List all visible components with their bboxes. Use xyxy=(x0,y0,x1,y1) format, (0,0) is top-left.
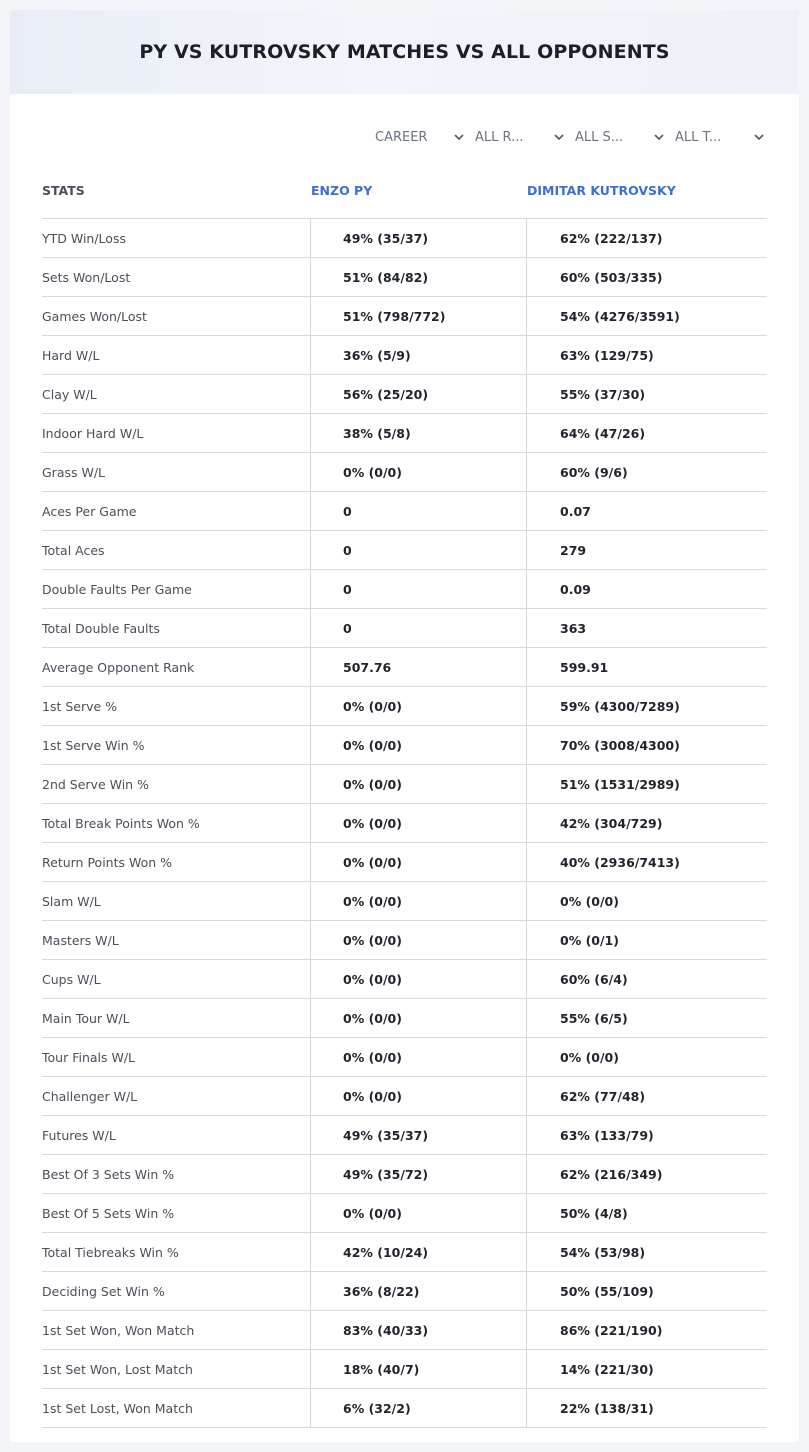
table-row xyxy=(42,609,767,648)
table-row xyxy=(42,999,767,1038)
stat-label: 1st Set Lost, Won Match xyxy=(42,1389,311,1427)
card-header xyxy=(10,10,799,94)
stat-label: 2nd Serve Win % xyxy=(42,765,311,803)
table-row xyxy=(42,804,767,843)
filter-label: CAREER xyxy=(375,129,428,145)
player1-value: 0% (0/0) xyxy=(311,687,527,725)
player2-value: 62% (216/349) xyxy=(560,1166,663,1182)
filter-tournament-select[interactable] xyxy=(665,124,765,150)
table-row xyxy=(42,1116,767,1155)
table-row xyxy=(42,921,767,960)
player2-value: 51% (1531/2989) xyxy=(560,776,680,792)
table-row xyxy=(42,258,767,297)
stat-label: Challenger W/L xyxy=(42,1077,311,1115)
stat-label: Total Break Points Won % xyxy=(42,804,311,842)
player2-value: 22% (138/31) xyxy=(560,1400,654,1416)
player1-value: 0% (0/0) xyxy=(311,453,527,491)
stat-label: Return Points Won % xyxy=(42,843,311,881)
player2-value: 63% (129/75) xyxy=(560,347,654,363)
player1-value: 0% (0/0) xyxy=(311,726,527,764)
player2-value: 279 xyxy=(560,542,587,558)
player1-value: 49% (35/72) xyxy=(311,1155,527,1193)
table-row xyxy=(42,1311,767,1350)
player2-value: 60% (9/6) xyxy=(560,464,628,480)
player1-value: 0% (0/0) xyxy=(311,921,527,959)
stat-label: Total Double Faults xyxy=(42,609,311,647)
stat-label: Cups W/L xyxy=(42,960,311,998)
column-header-player2[interactable]: DIMITAR KUTROVSKY xyxy=(527,182,676,198)
player2-value: 0% (0/0) xyxy=(560,893,619,909)
stat-label: Indoor Hard W/L xyxy=(42,414,311,452)
column-header-stats: STATS xyxy=(42,182,85,198)
player2-value: 0.07 xyxy=(560,503,591,519)
table-row xyxy=(42,1077,767,1116)
stat-label: 1st Set Won, Won Match xyxy=(42,1311,311,1349)
player1-value: 0% (0/0) xyxy=(311,882,527,920)
table-row xyxy=(42,1155,767,1194)
stat-label: Slam W/L xyxy=(42,882,311,920)
player2-value: 363 xyxy=(560,620,587,636)
stat-label: 1st Serve Win % xyxy=(42,726,311,764)
chevron-down-icon xyxy=(753,131,765,143)
stat-label: Sets Won/Lost xyxy=(42,258,311,296)
table-row xyxy=(42,687,767,726)
table-row xyxy=(42,1389,767,1428)
table-row xyxy=(42,648,767,687)
player2-value: 40% (2936/7413) xyxy=(560,854,680,870)
player1-value: 56% (25/20) xyxy=(311,375,527,413)
player2-value: 54% (4276/3591) xyxy=(560,308,680,324)
filter-surface-select[interactable] xyxy=(565,124,665,150)
stat-label: Deciding Set Win % xyxy=(42,1272,311,1310)
player2-value: 50% (4/8) xyxy=(560,1205,628,1221)
table-row xyxy=(42,375,767,414)
player2-value: 42% (304/729) xyxy=(560,815,663,831)
table-row xyxy=(42,492,767,531)
stat-label: Total Tiebreaks Win % xyxy=(42,1233,311,1271)
player1-value: 51% (84/82) xyxy=(311,258,527,296)
table-row xyxy=(42,882,767,921)
stat-label: Best Of 5 Sets Win % xyxy=(42,1194,311,1232)
player1-value: 49% (35/37) xyxy=(311,1116,527,1154)
chevron-down-icon xyxy=(553,131,565,143)
player2-value: 63% (133/79) xyxy=(560,1127,654,1143)
table-row xyxy=(42,1350,767,1389)
player2-value: 50% (55/109) xyxy=(560,1283,654,1299)
player1-value: 0 xyxy=(311,492,527,530)
stat-label: Grass W/L xyxy=(42,453,311,491)
player2-value: 60% (6/4) xyxy=(560,971,628,987)
filter-period-select[interactable] xyxy=(365,124,465,150)
table-row xyxy=(42,570,767,609)
table-row xyxy=(42,843,767,882)
player2-value: 54% (53/98) xyxy=(560,1244,646,1260)
stat-label: Main Tour W/L xyxy=(42,999,311,1037)
player1-value: 51% (798/772) xyxy=(311,297,527,335)
player2-value: 55% (37/30) xyxy=(560,386,646,402)
filter-label: ALL R... xyxy=(475,129,524,145)
stat-label: 1st Set Won, Lost Match xyxy=(42,1350,311,1388)
stat-label: 1st Serve % xyxy=(42,687,311,725)
table-row xyxy=(42,414,767,453)
stat-label: Average Opponent Rank xyxy=(42,648,311,686)
player1-value: 507.76 xyxy=(311,648,527,686)
player2-value: 599.91 xyxy=(560,659,609,675)
stats-table xyxy=(42,162,767,1428)
stat-label: Hard W/L xyxy=(42,336,311,374)
player1-value: 49% (35/37) xyxy=(311,219,527,257)
player1-value: 0 xyxy=(311,570,527,608)
player2-value: 62% (222/137) xyxy=(560,230,663,246)
player1-value: 0% (0/0) xyxy=(311,1194,527,1232)
column-header-player1[interactable]: ENZO PY xyxy=(311,182,373,198)
player2-value: 70% (3008/4300) xyxy=(560,737,680,753)
table-row xyxy=(42,1272,767,1311)
table-row xyxy=(42,219,767,258)
stat-label: Futures W/L xyxy=(42,1116,311,1154)
table-row xyxy=(42,1194,767,1233)
player1-value: 0% (0/0) xyxy=(311,960,527,998)
player2-value: 0% (0/1) xyxy=(560,932,619,948)
player1-value: 36% (5/9) xyxy=(311,336,527,374)
player1-value: 0% (0/0) xyxy=(311,804,527,842)
player1-value: 0% (0/0) xyxy=(311,1077,527,1115)
table-body xyxy=(42,219,767,1428)
player1-value: 38% (5/8) xyxy=(311,414,527,452)
table-row xyxy=(42,531,767,570)
filter-label: ALL T... xyxy=(675,129,722,145)
player1-value: 0% (0/0) xyxy=(311,765,527,803)
stat-label: Tour Finals W/L xyxy=(42,1038,311,1076)
filter-round-select[interactable] xyxy=(465,124,565,150)
table-row xyxy=(42,297,767,336)
stat-label: Double Faults Per Game xyxy=(42,570,311,608)
player1-value: 0% (0/0) xyxy=(311,843,527,881)
player1-value: 83% (40/33) xyxy=(311,1311,527,1349)
stat-label: Clay W/L xyxy=(42,375,311,413)
player1-value: 36% (8/22) xyxy=(311,1272,527,1310)
player2-value: 62% (77/48) xyxy=(560,1088,646,1104)
stat-label: YTD Win/Loss xyxy=(42,219,311,257)
table-row xyxy=(42,1038,767,1077)
chevron-down-icon xyxy=(453,131,465,143)
player2-value: 86% (221/190) xyxy=(560,1322,663,1338)
table-row xyxy=(42,960,767,999)
table-row xyxy=(42,1233,767,1272)
player2-value: 60% (503/335) xyxy=(560,269,663,285)
stat-label: Best Of 3 Sets Win % xyxy=(42,1155,311,1193)
player2-value: 59% (4300/7289) xyxy=(560,698,680,714)
filter-label: ALL S... xyxy=(575,129,624,145)
stat-label: Total Aces xyxy=(42,531,311,569)
player1-value: 0% (0/0) xyxy=(311,999,527,1037)
player1-value: 18% (40/7) xyxy=(311,1350,527,1388)
player1-value: 42% (10/24) xyxy=(311,1233,527,1271)
chevron-down-icon xyxy=(653,131,665,143)
player2-value: 0% (0/0) xyxy=(560,1049,619,1065)
stat-label: Aces Per Game xyxy=(42,492,311,530)
table-row xyxy=(42,336,767,375)
filter-bar xyxy=(365,124,765,150)
player1-value: 0% (0/0) xyxy=(311,1038,527,1076)
page-title: PY VS KUTROVSKY MATCHES VS ALL OPPONENTS xyxy=(139,41,670,63)
table-row xyxy=(42,453,767,492)
player2-value: 55% (6/5) xyxy=(560,1010,628,1026)
stat-label: Masters W/L xyxy=(42,921,311,959)
player1-value: 0 xyxy=(311,531,527,569)
player2-value: 0.09 xyxy=(560,581,591,597)
stat-label: Games Won/Lost xyxy=(42,297,311,335)
player1-value: 0 xyxy=(311,609,527,647)
table-row xyxy=(42,726,767,765)
player1-value: 6% (32/2) xyxy=(311,1389,527,1427)
table-header xyxy=(42,162,767,219)
player2-value: 14% (221/30) xyxy=(560,1361,654,1377)
table-row xyxy=(42,765,767,804)
stats-card xyxy=(10,10,799,1442)
player2-value: 64% (47/26) xyxy=(560,425,646,441)
